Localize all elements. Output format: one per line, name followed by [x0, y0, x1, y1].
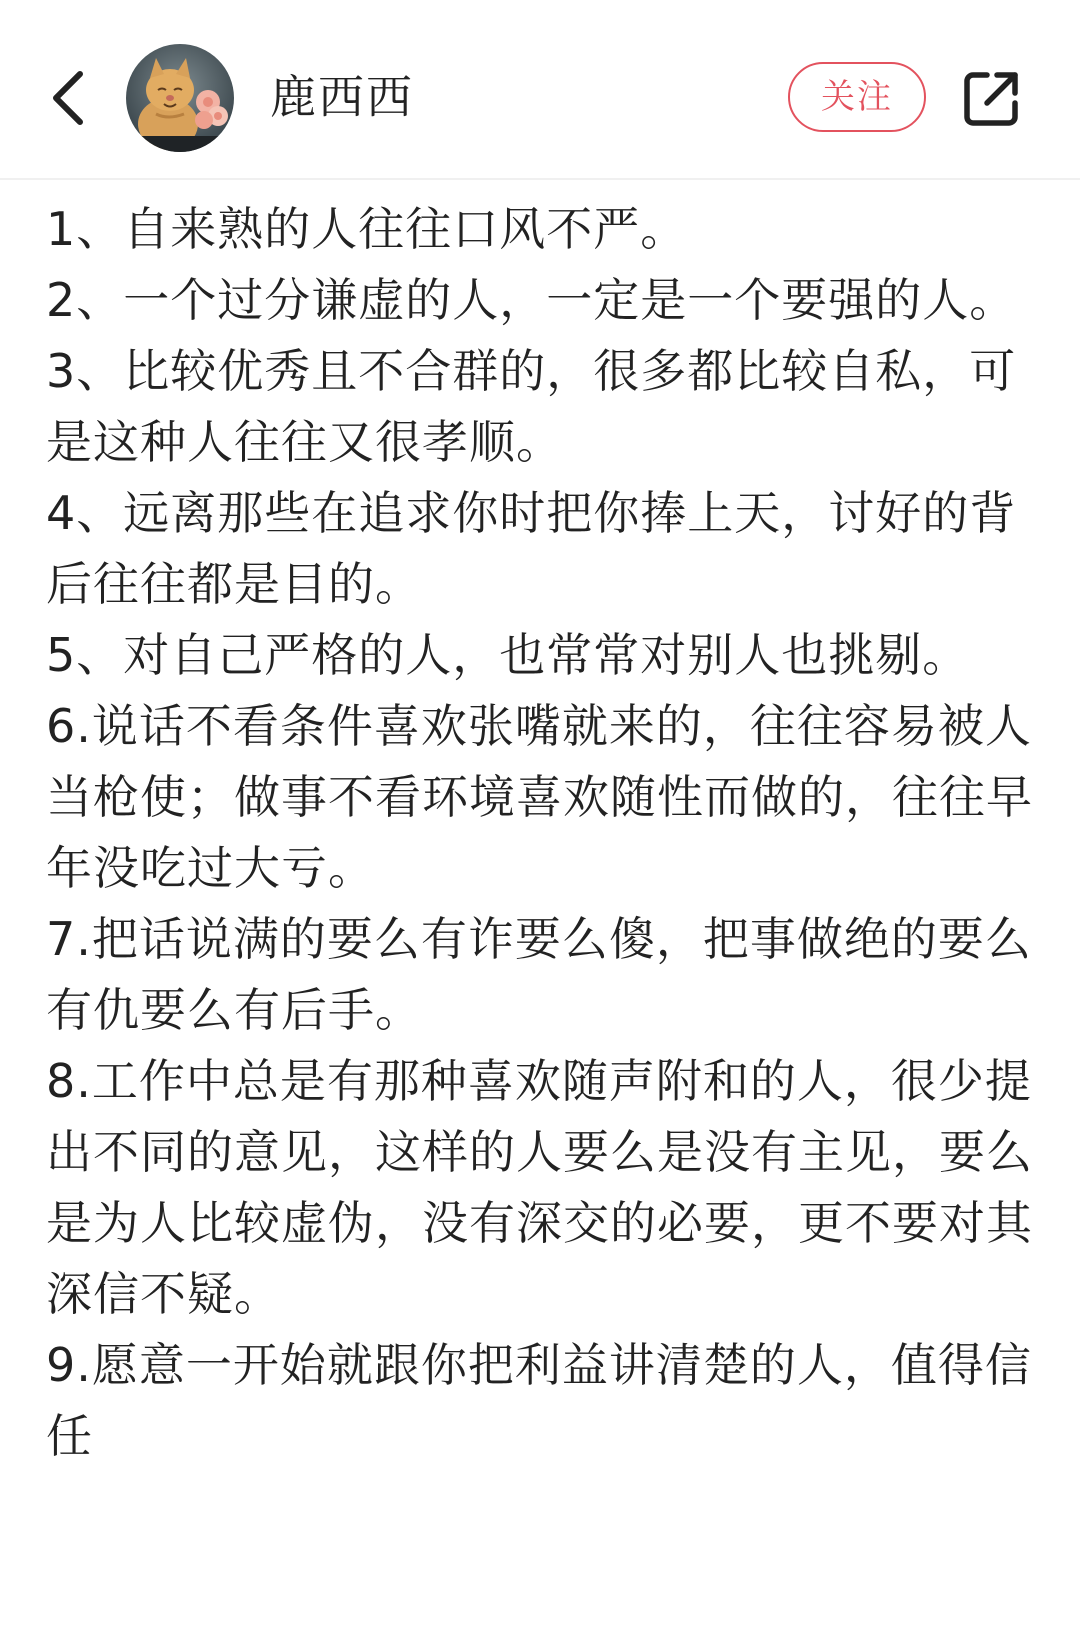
post-item-3: 3、比较优秀且不合群的，很多都比较自私，可是这种人往往又很孝顺。: [46, 344, 1017, 469]
share-button[interactable]: [958, 64, 1026, 132]
post-item-9: 9.愿意一开始就跟你把利益讲清楚的人，值得信任: [46, 1338, 1032, 1463]
post-item-1: 1、自来熟的人往往口风不严。: [46, 202, 688, 256]
username[interactable]: 鹿西西: [270, 70, 414, 124]
share-external-icon: [963, 69, 1021, 127]
post-item-2: 2、一个过分谦虚的人，一定是一个要强的人。: [46, 273, 1017, 327]
top-nav-bar: [0, 0, 1080, 180]
back-button[interactable]: [38, 62, 98, 134]
post-item-6: 6.说话不看条件喜欢张嘴就来的，往往容易被人当枪使；做事不看环境喜欢随性而做的，往往早年没吃过大亏。: [46, 699, 1033, 895]
post-content: [46, 194, 1056, 1472]
post-item-8: 8.工作中总是有那种喜欢随声附和的人，很少提出不同的意见，这样的人要么是没有主见，要么是为人比较虚伪，没有深交的必要，更不要对其深信不疑。: [46, 1054, 1033, 1321]
avatar[interactable]: [126, 44, 234, 152]
follow-button[interactable]: 关注: [788, 62, 926, 132]
post-item-5: 5、对自己严格的人，也常常对别人也挑剔。: [46, 628, 970, 682]
post-item-7: 7.把话说满的要么有诈要么傻，把事做绝的要么有仇要么有后手。: [46, 912, 1032, 1037]
chevron-left-icon: [48, 68, 88, 128]
cat-avatar-icon: [126, 44, 234, 152]
post-item-4: 4、远离那些在追求你时把你捧上天，讨好的背后往往都是目的。: [46, 486, 1017, 611]
